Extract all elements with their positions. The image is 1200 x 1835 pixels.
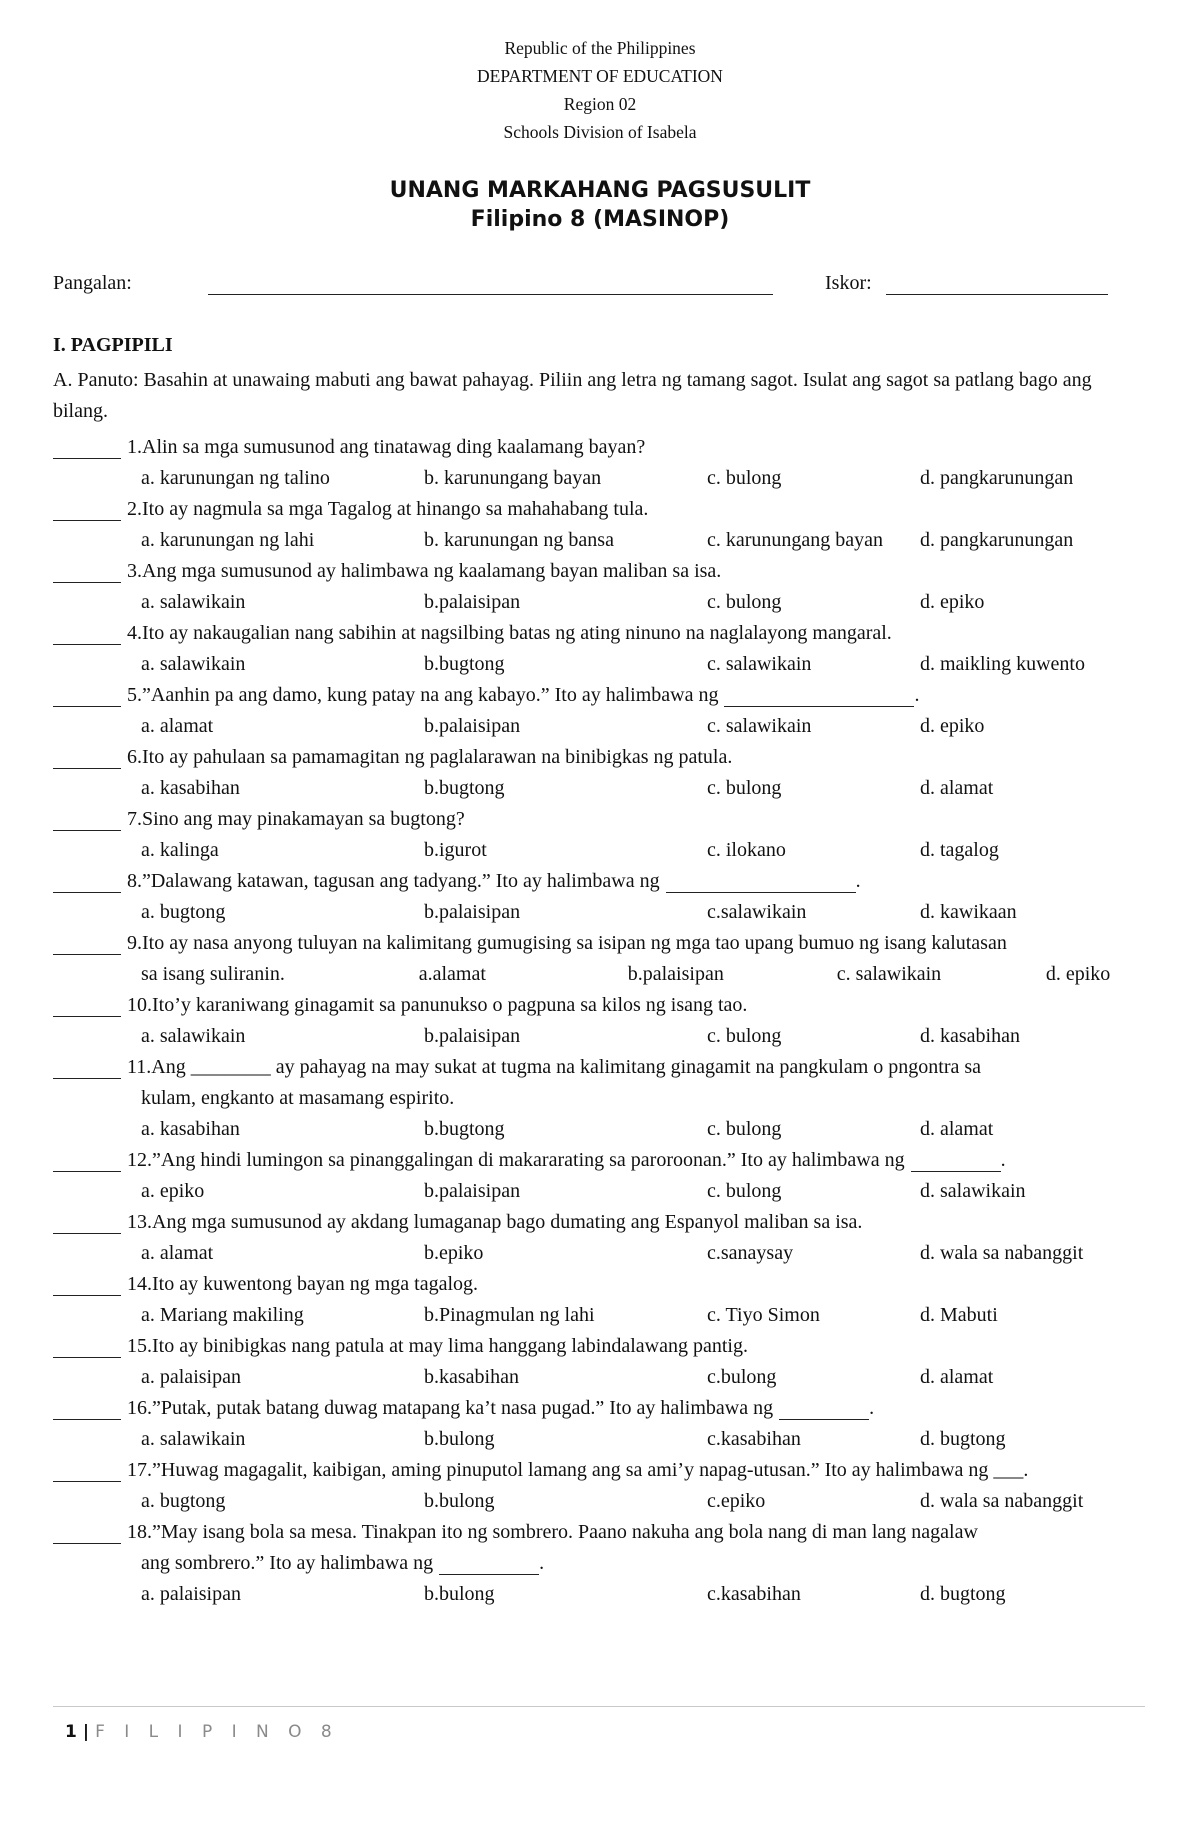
choices-row (53, 1482, 1193, 1513)
choice-option[interactable]: c. Tiyo Simon (707, 1304, 820, 1326)
question-text-continued (53, 1544, 1193, 1575)
question-text: 14.Ito ay kuwentong bayan ng mga tagalog. (127, 1273, 479, 1295)
answer-blank[interactable] (53, 1274, 121, 1296)
question-text: 9.Ito ay nasa anyong tuluyan na kalimitang gumugising sa isipan ng mga tao upang bumuo ng isang kalutasan (127, 932, 1007, 954)
choices-row (53, 459, 1193, 490)
choices-row (53, 1358, 1193, 1389)
question-row (53, 862, 1193, 893)
question-row (53, 1203, 1193, 1234)
choice-option[interactable]: d. epiko (920, 715, 985, 737)
question-row (53, 1265, 1193, 1296)
name-label: Pangalan: (53, 272, 132, 294)
choice-option[interactable]: d. alamat (920, 1366, 994, 1388)
footer-subject: F I L I P I N O 8 (95, 1722, 339, 1742)
choice-option[interactable]: c. ilokano (707, 839, 786, 861)
choice-option[interactable]: c. bulong (707, 467, 782, 489)
choice-option[interactable]: a. bugtong (141, 1490, 226, 1512)
choice-option[interactable]: b.palaisipan (424, 715, 521, 737)
choice-option[interactable]: d. pangkarunungan (920, 467, 1074, 489)
question-text: 5.”Aanhin pa ang damo, kung patay na ang kabayo.” Ito ay halimbawa ng (127, 684, 719, 706)
question-row (53, 676, 1193, 707)
question-text: 4.Ito ay nakaugalian nang sabihin at nagsilbing batas ng ating ninuno na naglalayong mangaral. (127, 622, 892, 644)
question-row (53, 1327, 1193, 1358)
choice-option[interactable]: d. alamat (920, 1118, 994, 1140)
header-republic: Republic of the Philippines (504, 38, 696, 58)
choice-option[interactable]: c.sanaysay (707, 1242, 794, 1264)
choice-option[interactable]: b.bulong (424, 1490, 495, 1512)
header-division: Schools Division of Isabela (503, 122, 697, 142)
answer-blank[interactable] (53, 809, 121, 831)
choice-option[interactable]: a.alamat (418, 963, 486, 985)
question-text: 18.”May isang bola sa mesa. Tinakpan ito ng sombrero. Paano nakuha ang bola nang di man lang nagalaw (127, 1521, 978, 1543)
choice-option[interactable]: a. karunungan ng lahi (141, 529, 315, 551)
choice-option[interactable]: d. maikling kuwento (920, 653, 1085, 675)
choices-row (53, 1017, 1193, 1048)
question-row (53, 986, 1193, 1017)
question-text: 15.Ito ay binibigkas nang patula at may lima hanggang labindalawang pantig. (127, 1335, 748, 1357)
exam-title-main: UNANG MARKAHANG PAGSUSULIT (389, 178, 811, 203)
choice-option[interactable]: c. bulong (707, 1180, 782, 1202)
choice-option[interactable]: c. karunungang bayan (707, 529, 884, 551)
question-suffix: . (869, 1397, 875, 1419)
choice-option[interactable]: a. karunungan ng talino (141, 467, 330, 489)
question-row (53, 1451, 1193, 1482)
answer-blank[interactable] (53, 561, 121, 583)
question-row (53, 738, 1193, 769)
answer-blank[interactable] (53, 1398, 121, 1420)
choices-row (53, 1172, 1193, 1203)
choice-option[interactable]: c.salawikain (707, 901, 807, 923)
header-department: DEPARTMENT OF EDUCATION (477, 66, 723, 86)
question-text-continued (53, 1079, 1193, 1110)
name-field-line[interactable] (208, 294, 773, 295)
choice-option[interactable]: a. epiko (141, 1180, 205, 1202)
question-text-continued-text: kulam, engkanto at masamang espirito. (141, 1087, 455, 1109)
choice-option[interactable]: a. salawikain (141, 591, 246, 613)
question-suffix: . (539, 1552, 545, 1574)
inline-answer-blank (439, 1556, 539, 1575)
question-row (53, 614, 1193, 645)
choice-option[interactable]: d. salawikain (920, 1180, 1026, 1202)
choice-option[interactable]: a. salawikain (141, 1428, 246, 1450)
choice-option[interactable]: d. pangkarunungan (920, 529, 1074, 551)
choice-option[interactable]: a. palaisipan (141, 1366, 241, 1388)
inline-answer-blank (779, 1401, 869, 1420)
answer-blank[interactable] (53, 1522, 121, 1544)
choice-option[interactable]: b.igurot (424, 839, 487, 861)
choice-option[interactable]: d. wala sa nabanggit (920, 1490, 1084, 1512)
choices-row (53, 1575, 1193, 1606)
question-row (53, 1141, 1193, 1172)
choice-option[interactable]: c. salawikain (707, 653, 812, 675)
answer-blank[interactable] (53, 685, 121, 707)
choices-row (53, 893, 1193, 924)
question-text: 11.Ang ________ ay pahayag na may sukat at tugma na kalimitang ginagamit na pangkulam o pngontra sa (127, 1056, 982, 1078)
question-row (53, 924, 1193, 955)
section-instructions: A. Panuto: Basahin at unawaing mabuti ang bawat pahayag. Piliin ang letra ng tamang sagot. Isulat ang sagot sa patlang bago ang bilang. (53, 369, 1092, 422)
choice-option[interactable]: a. kasabihan (141, 777, 240, 799)
choice-option[interactable]: a. salawikain (141, 1025, 246, 1047)
answer-blank[interactable] (53, 1336, 121, 1358)
choices-row (53, 583, 1193, 614)
question-row (53, 490, 1193, 521)
choice-option[interactable]: a. salawikain (141, 653, 246, 675)
section-heading: I. PAGPIPILI (53, 334, 173, 356)
question-text: 7.Sino ang may pinakamayan sa bugtong? (127, 808, 465, 830)
choice-option[interactable]: b.bulong (424, 1583, 495, 1605)
answer-blank[interactable] (53, 1150, 121, 1172)
answer-blank[interactable] (53, 871, 121, 893)
question-text: 1.Alin sa mga sumusunod ang tinatawag ding kaalamang bayan? (127, 436, 646, 458)
choices-row (53, 1110, 1193, 1141)
choice-option[interactable]: d. bugtong (920, 1583, 1006, 1605)
score-field-line[interactable] (886, 294, 1108, 295)
answer-blank[interactable] (53, 1460, 121, 1482)
question-text: 17.”Huwag magagalit, kaibigan, aming pinuputol lamang ang sa ami’y napag-utusan.” Ito ay halimbawa ng ___. (127, 1459, 1029, 1481)
choice-option[interactable]: d. kawikaan (920, 901, 1017, 923)
choice-option[interactable]: a. alamat (141, 1242, 214, 1264)
choices-row (53, 955, 1193, 986)
inline-answer-blank (724, 688, 914, 707)
question-row (53, 1048, 1193, 1079)
choice-option[interactable]: b.epiko (424, 1242, 484, 1264)
choice-option[interactable]: d. tagalog (920, 839, 999, 861)
choice-option[interactable]: b.bugtong (424, 1118, 505, 1140)
page-number: 1 (65, 1722, 77, 1742)
choice-option[interactable]: b.palaisipan (627, 963, 724, 985)
footer-separator: | (82, 1722, 90, 1742)
answer-blank[interactable] (53, 499, 121, 521)
choice-option[interactable]: d. bugtong (920, 1428, 1006, 1450)
choice-option[interactable]: b. karunungan ng bansa (424, 529, 614, 551)
header-region: Region 02 (563, 94, 637, 114)
choices-row (53, 1296, 1193, 1327)
question-text: 16.”Putak, putak batang duwag matapang ka’t nasa pugad.” Ito ay halimbawa ng (127, 1397, 774, 1419)
choice-option[interactable]: c. salawikain (836, 963, 942, 985)
choice-option[interactable]: b.kasabihan (424, 1366, 519, 1388)
choice-option[interactable]: c. bulong (707, 1025, 782, 1047)
choice-option[interactable]: a. alamat (141, 715, 214, 737)
answer-blank[interactable] (53, 623, 121, 645)
choices-row (53, 645, 1193, 676)
choice-option[interactable]: b.bugtong (424, 777, 505, 799)
choice-option[interactable]: d. Mabuti (920, 1304, 998, 1326)
question-text: 8.”Dalawang katawan, tagusan ang tadyang.” Ito ay halimbawa ng (127, 870, 660, 892)
choice-option[interactable]: c. bulong (707, 1118, 782, 1140)
choices-row (53, 521, 1193, 552)
question-text: 6.Ito ay pahulaan sa pamamagitan ng paglalarawan na binibigkas ng patula. (127, 746, 733, 768)
choice-option[interactable]: a. bugtong (141, 901, 226, 923)
choice-option[interactable]: c.kasabihan (707, 1583, 801, 1605)
student-info-row (53, 272, 1147, 302)
choice-option[interactable]: b.palaisipan (424, 901, 521, 923)
exam-title (0, 176, 1200, 234)
choice-option[interactable]: d. epiko (920, 591, 985, 613)
question-text: 3.Ang mga sumusunod ay halimbawa ng kaalamang bayan maliban sa isa. (127, 560, 722, 582)
choice-option[interactable]: c. salawikain (707, 715, 812, 737)
choice-option[interactable]: b.palaisipan (424, 1180, 521, 1202)
choice-option[interactable]: c.bulong (707, 1366, 777, 1388)
question-text-continued: sa isang suliranin. (141, 963, 285, 985)
answer-blank[interactable] (53, 1212, 121, 1234)
inline-answer-blank (666, 874, 856, 893)
choice-option[interactable]: d. epiko (1045, 963, 1111, 985)
question-text-continued-text: ang sombrero.” Ito ay halimbawa ng (141, 1552, 434, 1574)
choices-row (53, 1420, 1193, 1451)
question-row (53, 552, 1193, 583)
choices-row (53, 1234, 1193, 1265)
choice-option[interactable]: b.palaisipan (424, 591, 521, 613)
question-text: 2.Ito ay nagmula sa mga Tagalog at hinango sa mahahabang tula. (127, 498, 649, 520)
answer-blank[interactable] (53, 747, 121, 769)
answer-blank[interactable] (53, 437, 121, 459)
answer-blank[interactable] (53, 1057, 121, 1079)
choice-option[interactable]: c. bulong (707, 591, 782, 613)
document-header (0, 34, 1200, 146)
choices-row (53, 769, 1193, 800)
choices-row (53, 707, 1193, 738)
page-footer (65, 1722, 339, 1742)
choice-option[interactable]: b.Pinagmulan ng lahi (424, 1304, 595, 1326)
choice-option[interactable]: b. karunungang bayan (424, 467, 602, 489)
question-suffix: . (1000, 1149, 1006, 1171)
question-text: 10.Ito’y karaniwang ginagamit sa panunukso o pagpuna sa kilos ng isang tao. (127, 994, 748, 1016)
question-row (53, 428, 1193, 459)
choice-option[interactable]: a. palaisipan (141, 1583, 241, 1605)
answer-blank[interactable] (53, 933, 121, 955)
question-row (53, 1389, 1193, 1420)
footer-divider (53, 1706, 1145, 1707)
question-row (53, 800, 1193, 831)
question-text: 13.Ang mga sumusunod ay akdang lumaganap bago dumating ang Espanyol maliban sa isa. (127, 1211, 863, 1233)
choice-option[interactable]: c. bulong (707, 777, 782, 799)
answer-blank[interactable] (53, 995, 121, 1017)
inline-answer-blank (911, 1153, 1001, 1172)
choice-option[interactable]: a. Mariang makiling (141, 1304, 304, 1326)
choice-option[interactable]: c.epiko (707, 1490, 766, 1512)
score-label: Iskor: (825, 272, 872, 294)
question-suffix: . (855, 870, 861, 892)
choice-option[interactable]: b.bulong (424, 1428, 495, 1450)
question-row (53, 1513, 1193, 1544)
exam-title-sub: Filipino 8 (MASINOP) (470, 207, 730, 232)
choice-option[interactable]: a. kasabihan (141, 1118, 240, 1140)
question-list (53, 428, 1193, 1606)
choice-option[interactable]: d. wala sa nabanggit (920, 1242, 1084, 1264)
choice-option[interactable]: a. kalinga (141, 839, 219, 861)
question-suffix: . (914, 684, 920, 706)
choice-option[interactable]: d. kasabihan (920, 1025, 1020, 1047)
choices-row (53, 831, 1193, 862)
choice-option[interactable]: b.palaisipan (424, 1025, 521, 1047)
question-text: 12.”Ang hindi lumingon sa pinanggalingan di makararating sa paroroonan.” Ito ay halimbawa ng (127, 1149, 905, 1171)
choice-option[interactable]: b.bugtong (424, 653, 505, 675)
choice-option[interactable]: d. alamat (920, 777, 994, 799)
choice-option[interactable]: c.kasabihan (707, 1428, 801, 1450)
